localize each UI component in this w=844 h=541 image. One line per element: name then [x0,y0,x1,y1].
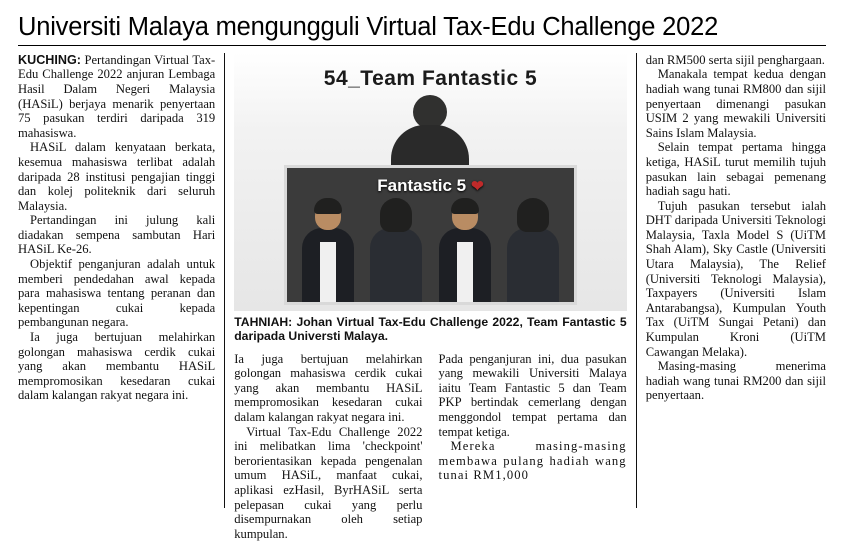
article-column-right [637,53,826,508]
paragraph-text: Pertandingan Virtual Tax-Edu Challenge 2022 anjuran Lembaga Hasil Dalam Negeri Malaysia (HASiL) berjaya menarik penyertaan 75 pasukan terdiri daripada 319 mahasiswa. [18,52,216,140]
participant [504,198,562,302]
host-body-shape [391,125,469,167]
article-column-left [18,53,224,508]
paragraph: dan RM500 serta sijil penghargaan. [645,52,825,67]
paragraph: Mereka masing-masing membawa pulang hadiah wang tunai RM1,000 [438,439,627,483]
caption-text: Johan Virtual Tax-Edu Challenge 2022, Team Fantastic 5 daripada Universti Malaya. [234,314,627,344]
caption-tag: TAHNIAH: [234,314,293,329]
participant-hair [380,198,412,232]
paragraph: Pertandingan ini julung kali diadakan sempena sambutan Hari HASiL Ke-26. [18,213,216,257]
center-subcolumn-right [430,352,626,541]
paragraph: Masing-masing menerima hadiah wang tunai RM200 dan sijil penyertaan. [645,359,826,403]
participant [367,198,425,302]
paragraph: Objektif penganjuran adalah untuk memberi pendedahan awal kepada para mahasiswa tentang peranan dan kepentingan cukai kepada pembangunan negara. [18,257,216,330]
paragraph: Virtual Tax-Edu Challenge 2022 ini melibatkan lima 'checkpoint' berorientasikan kepada pengenalan umum HASiL, manfaat cukai, aplikasi ezHasil, ByrHASiL serta pelepasan cukai yang perlu disempurnakan oleh setiap kumpulan. [234,424,423,541]
participant-torso [370,228,422,302]
dateline-kicker: KUCHING: [18,52,81,67]
participant-torso [507,228,559,302]
heart-icon: ❤ [471,177,484,195]
page-title: Universiti Malaya mengungguli Virtual Tax-Edu Challenge 2022 [18,13,719,41]
screen-banner-text: Fantastic 5 [377,175,467,195]
host-head-shape [413,95,447,129]
paragraph: HASiL dalam kenyataan berkata, kesemua mahasiswa terlibat adalah daripada 28 institusi pengajian tinggi dan kolej politeknik dari seluruh Malaysia. [18,140,216,213]
center-subcolumn-left [234,352,430,541]
participant-hair [314,198,342,214]
participant-shirt [457,242,473,302]
participant-hair [451,198,479,214]
paragraph: Pada penganjuran ini, dua pasukan yang mewakili Universiti Malaya iaitu Team Fantastic 5 dan Team PKP bertindak cemerlang dengan menggondol tempat pertama dan tempat ketiga. [438,351,627,439]
paragraph [18,53,215,141]
participant-hair [517,198,549,232]
photo-caption [234,315,626,344]
headline-divider [18,45,826,46]
article-columns [18,52,826,541]
video-call-screen [284,165,576,305]
article-column-center [225,53,635,541]
paragraph: Selain tempat pertama hingga ketiga, HASiL turut memilih tujuh pasukan lain sebagai pemenang hadiah sagu hati. [645,140,826,199]
participant [299,198,357,302]
paragraph: Ia juga bertujuan melahirkan golongan mahasiswa cerdik cukai yang akan membantu HASiL mempromosikan kesedaran cukai dalam kalangan rakyat negara ini. [234,351,423,424]
center-subcolumns [234,352,626,541]
paragraph: Tujuh pasukan tersebut ialah DHT daripada Universiti Teknologi Malaysia, Taxla Model S (UiTM Shah Alam), Sky Castle (Universiti Utara Malaysia), The Relief (Universiti Teknologi Malaysia), Taxpayers (Universiti Islam Antarabangsa), Kumpulan Youth Tax (UiTM Sungai Petani) dan Kumpulan Kroni (UiTM Cawangan Melaka). [645,198,826,359]
participants-row [287,180,573,302]
paragraph: Ia juga bertujuan melahirkan golongan mahasiswa cerdik cukai yang akan membantu HASiL mempromosikan kesedaran cukai dalam kalangan rakyat negara ini. [18,330,216,403]
participant [436,198,494,302]
paragraph: Manakala tempat kedua dengan hadiah wang tunai RM800 dan sijil penyertaan dimenangi pasukan USIM 2 yang mewakili Universiti Sains Islam Malaysia. [645,67,826,140]
participant-shirt [320,242,336,302]
article-photo [234,53,626,311]
photo-overlay-title: 54_Team Fantastic 5 [323,66,538,90]
